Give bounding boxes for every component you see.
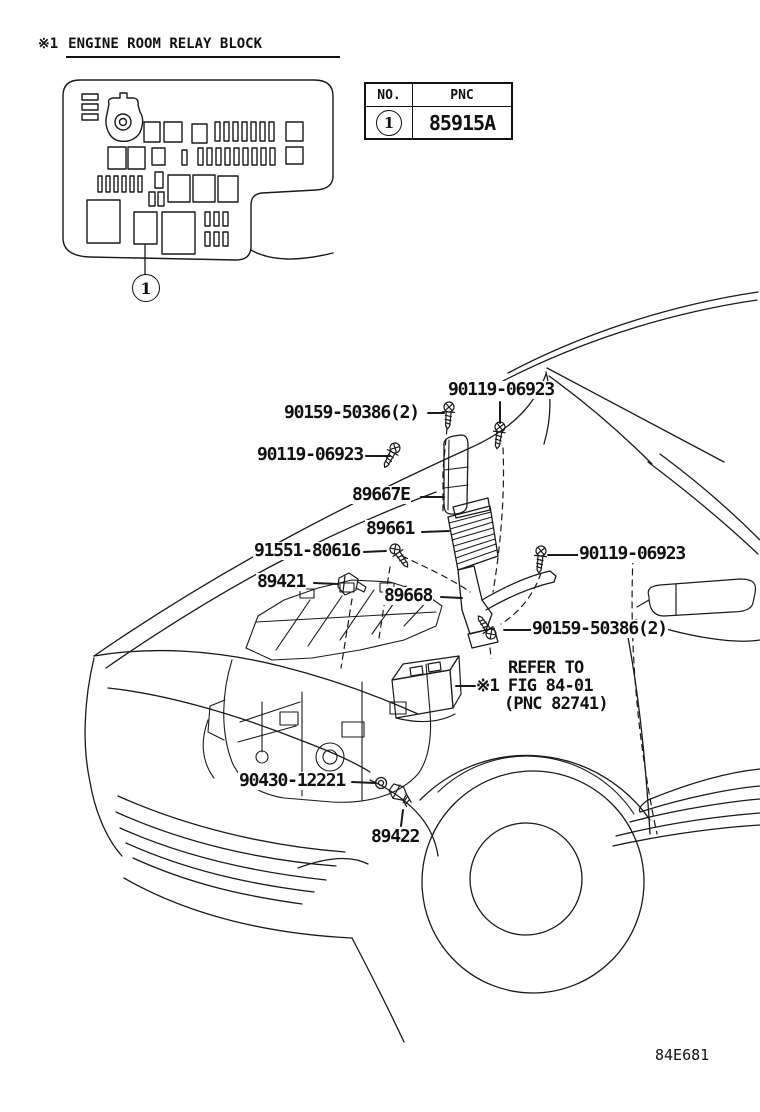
engine-illustration [203, 580, 442, 802]
part-label-90430-12221: 90430-12221 [239, 770, 346, 791]
sensor-89422-part [386, 782, 416, 808]
figure-code: 84E681 [655, 1046, 710, 1064]
part-label-90119-06923-right: 90119-06923 [579, 543, 686, 564]
bolt-icon [533, 545, 548, 573]
part-label-89421: 89421 [257, 571, 306, 592]
page-title: ENGINE ROOM RELAY BLOCK [66, 36, 340, 58]
part-label-89667E: 89667E [352, 484, 410, 505]
refer-note-line3: (PNC 82741) [504, 694, 608, 714]
bolt-icon [473, 613, 498, 642]
note-marker: ※1 [38, 36, 59, 52]
part-label-89422: 89422 [371, 826, 420, 847]
part-label-89661: 89661 [366, 518, 415, 539]
part-label-90159-50386-top: 90159-50386(2) [284, 402, 419, 423]
part-label-91551-80616: 91551-80616 [254, 540, 361, 561]
part-label-90159-50386-bottom: 90159-50386(2) [532, 618, 667, 639]
fasteners [338, 402, 547, 808]
pnc-table-cell-no [365, 107, 413, 140]
bolt-icon [387, 541, 412, 570]
side-mirror [637, 579, 756, 616]
callout-number-badge: 1 [376, 110, 402, 136]
pnc-table-header-pnc: PNC [413, 83, 513, 107]
refer-note [476, 659, 608, 713]
part-label-90119-06923-left: 90119-06923 [257, 444, 364, 465]
sensor-89421-part [338, 573, 366, 595]
pnc-table-cell-pnc: 85915A [413, 107, 513, 140]
refer-note-marker: ※1 [476, 676, 499, 696]
refer-note-line2: FIG 84-01 [507, 676, 593, 696]
pnc-table [364, 82, 513, 140]
relay-block-inset-drawing [63, 80, 333, 274]
relay-block-callout-badge: 1 [132, 274, 160, 302]
pnc-table-header-no: NO. [365, 83, 413, 107]
part-label-90119-06923-top: 90119-06923 [448, 379, 555, 400]
page-note-header [38, 36, 340, 58]
refer-note-line1: REFER TO [508, 658, 584, 678]
bolt-icon [441, 402, 455, 430]
part-label-89668: 89668 [384, 585, 433, 606]
front-wheel [422, 771, 644, 993]
